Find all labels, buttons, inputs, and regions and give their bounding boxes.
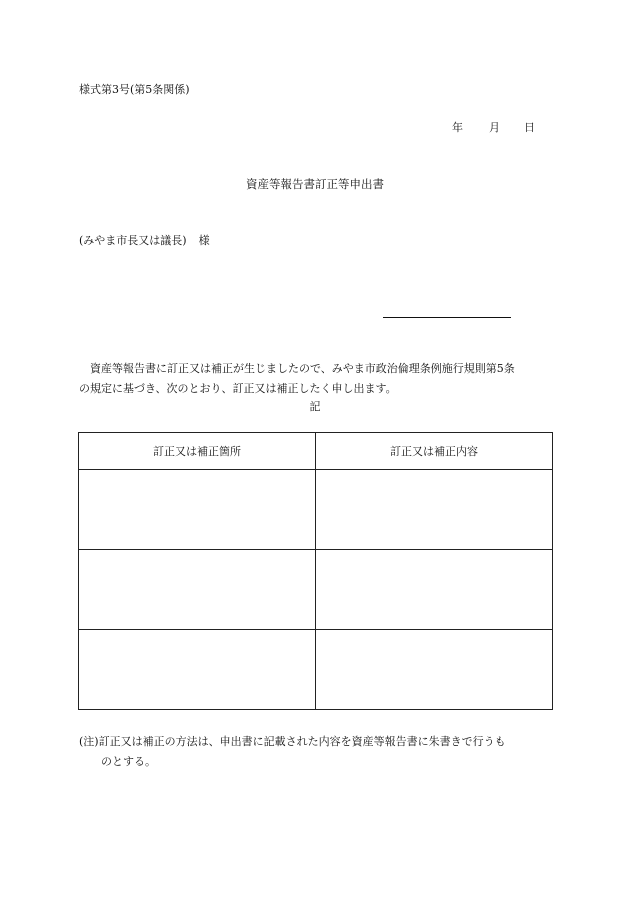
document-title: 資産等報告書訂正等申出書: [246, 177, 384, 191]
ki-marker: 記: [309, 400, 321, 413]
correction-location-cell[interactable]: [79, 550, 316, 630]
header-correction-location: 訂正又は補正箇所: [79, 433, 316, 470]
body-paragraph: [79, 359, 554, 399]
table-header-row: [79, 433, 553, 470]
correction-content-cell[interactable]: [316, 470, 553, 550]
note-line-2: のとする。: [101, 755, 156, 768]
addressee: [79, 232, 210, 248]
table-row: [79, 630, 553, 710]
table-row: [79, 550, 553, 630]
date-day-label: 日: [524, 121, 535, 134]
date-month-label: 月: [489, 121, 500, 134]
correction-content-cell[interactable]: [316, 550, 553, 630]
correction-location-cell[interactable]: [79, 630, 316, 710]
date-line: [452, 119, 535, 135]
applicant-signature-line[interactable]: [383, 317, 511, 318]
correction-table: [78, 432, 553, 710]
note: [79, 732, 559, 772]
form-number: 様式第3号(第5条関係): [79, 83, 190, 96]
note-line-1: (注)訂正又は補正の方法は、申出書に記載された内容を資産等報告書に朱書きで行うも: [79, 735, 506, 748]
date-year-label: 年: [452, 121, 463, 134]
table-row: [79, 470, 553, 550]
addressee-name: (みやま市長又は議長): [79, 234, 187, 247]
correction-content-cell[interactable]: [316, 630, 553, 710]
addressee-honorific: 様: [198, 234, 210, 247]
body-line-2: の規定に基づき、次のとおり、訂正又は補正したく申し出ます。: [79, 382, 397, 395]
correction-location-cell[interactable]: [79, 470, 316, 550]
header-correction-content: 訂正又は補正内容: [316, 433, 553, 470]
body-line-1: 資産等報告書に訂正又は補正が生じましたので、みやま市政治倫理条例施行規則第5条: [90, 362, 515, 375]
